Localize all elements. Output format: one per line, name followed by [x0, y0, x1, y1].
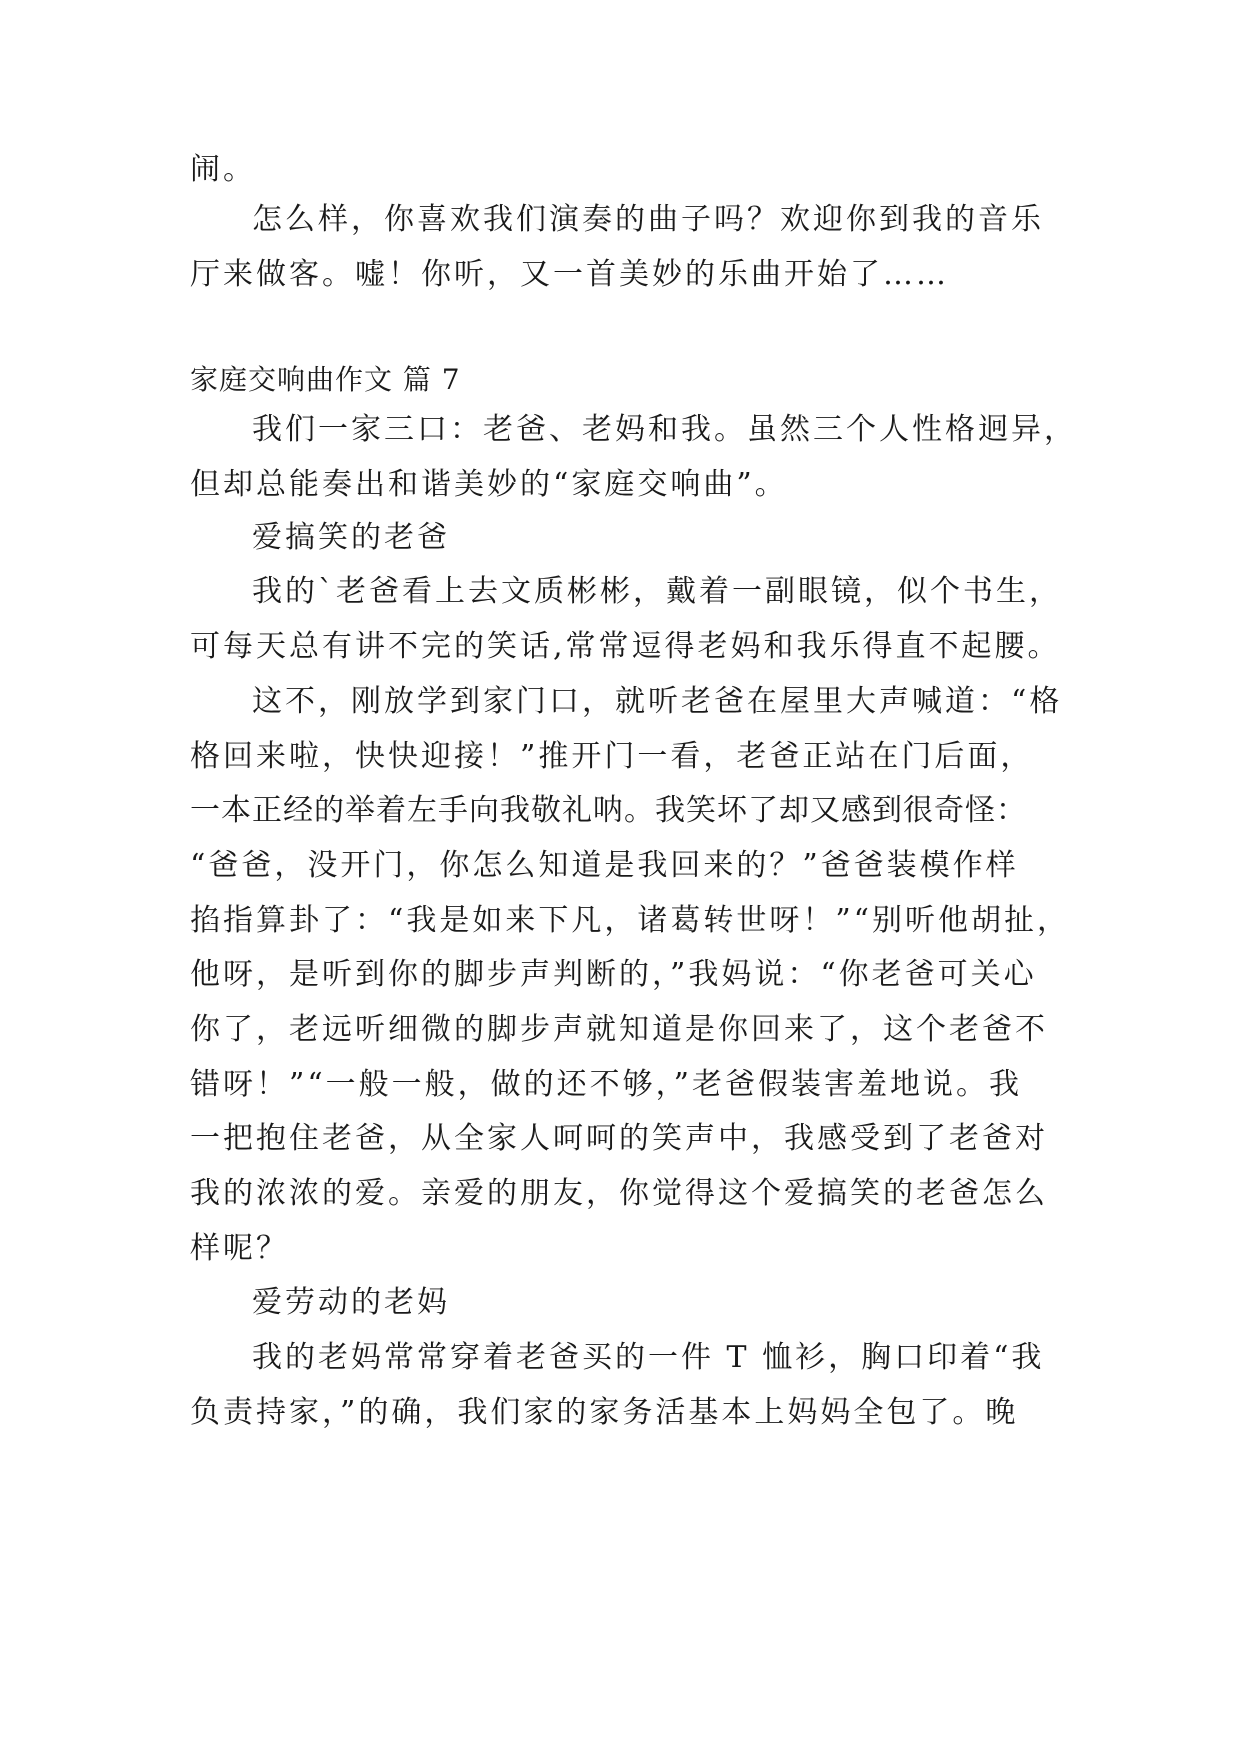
text-line: 掐指算卦了：“我是如来下凡，诸葛转世呀！”“别听他胡扯， — [190, 903, 1071, 938]
text-line: 错呀！”“一般一般，做的还不够，”老爸假装害羞地说。我 — [190, 1067, 1023, 1102]
text-line: 怎么样，你喜欢我们演奏的曲子吗？欢迎你到我的音乐 — [252, 202, 1044, 237]
text-line: 格回来啦，快快迎接！”推开门一看，老爸正站在门后面， — [190, 739, 1034, 774]
text-line: 我的`老爸看上去文质彬彬，戴着一副眼镜，似个书生， — [252, 574, 1062, 609]
subheading: 爱劳动的老妈 — [252, 1285, 450, 1320]
text-line: 样呢？ — [190, 1231, 289, 1266]
text-line: 厅来做客。嘘！你听，又一首美妙的乐曲开始了…… — [190, 257, 949, 292]
text-line: 你了，老远听细微的脚步声就知道是你回来了，这个老爸不 — [190, 1012, 1048, 1047]
text-line: “爸爸，没开门，你怎么知道是我回来的？”爸爸装模作样 — [190, 848, 1019, 883]
text-line: 我的浓浓的爱。亲爱的朋友，你觉得这个爱搞笑的老爸怎么 — [190, 1176, 1048, 1211]
text-line: 但却总能奏出和谐美妙的“家庭交响曲”。 — [190, 467, 788, 502]
subheading: 爱搞笑的老爸 — [252, 520, 450, 555]
text-line: 这不，刚放学到家门口，就听老爸在屋里大声喊道：“格 — [252, 684, 1063, 719]
text-line: 我的老妈常常穿着老爸买的一件 T 恤衫，胸口印着“我 — [252, 1340, 1045, 1375]
text-line: 一本正经的举着左手向我敬礼呐。我笑坏了却又感到很奇怪： — [190, 793, 1027, 828]
section-title: 家庭交响曲作文 篇 7 — [190, 363, 461, 396]
text-line: 一把抱住老爸，从全家人呵呵的笑声中，我感受到了老爸对 — [190, 1121, 1048, 1156]
text-line: 负责持家，”的确，我们家的家务活基本上妈妈全包了。晚 — [190, 1395, 1019, 1430]
text-line: 他呀，是听到你的脚步声判断的，”我妈说：“你老爸可关心 — [190, 957, 1037, 992]
text-line: 我们一家三口：老爸、老妈和我。虽然三个人性格迥异， — [252, 412, 1077, 447]
text-line: 可每天总有讲不完的笑话,常常逗得老妈和我乐得直不起腰。 — [190, 629, 1061, 664]
text-line: 闹。 — [190, 152, 256, 187]
